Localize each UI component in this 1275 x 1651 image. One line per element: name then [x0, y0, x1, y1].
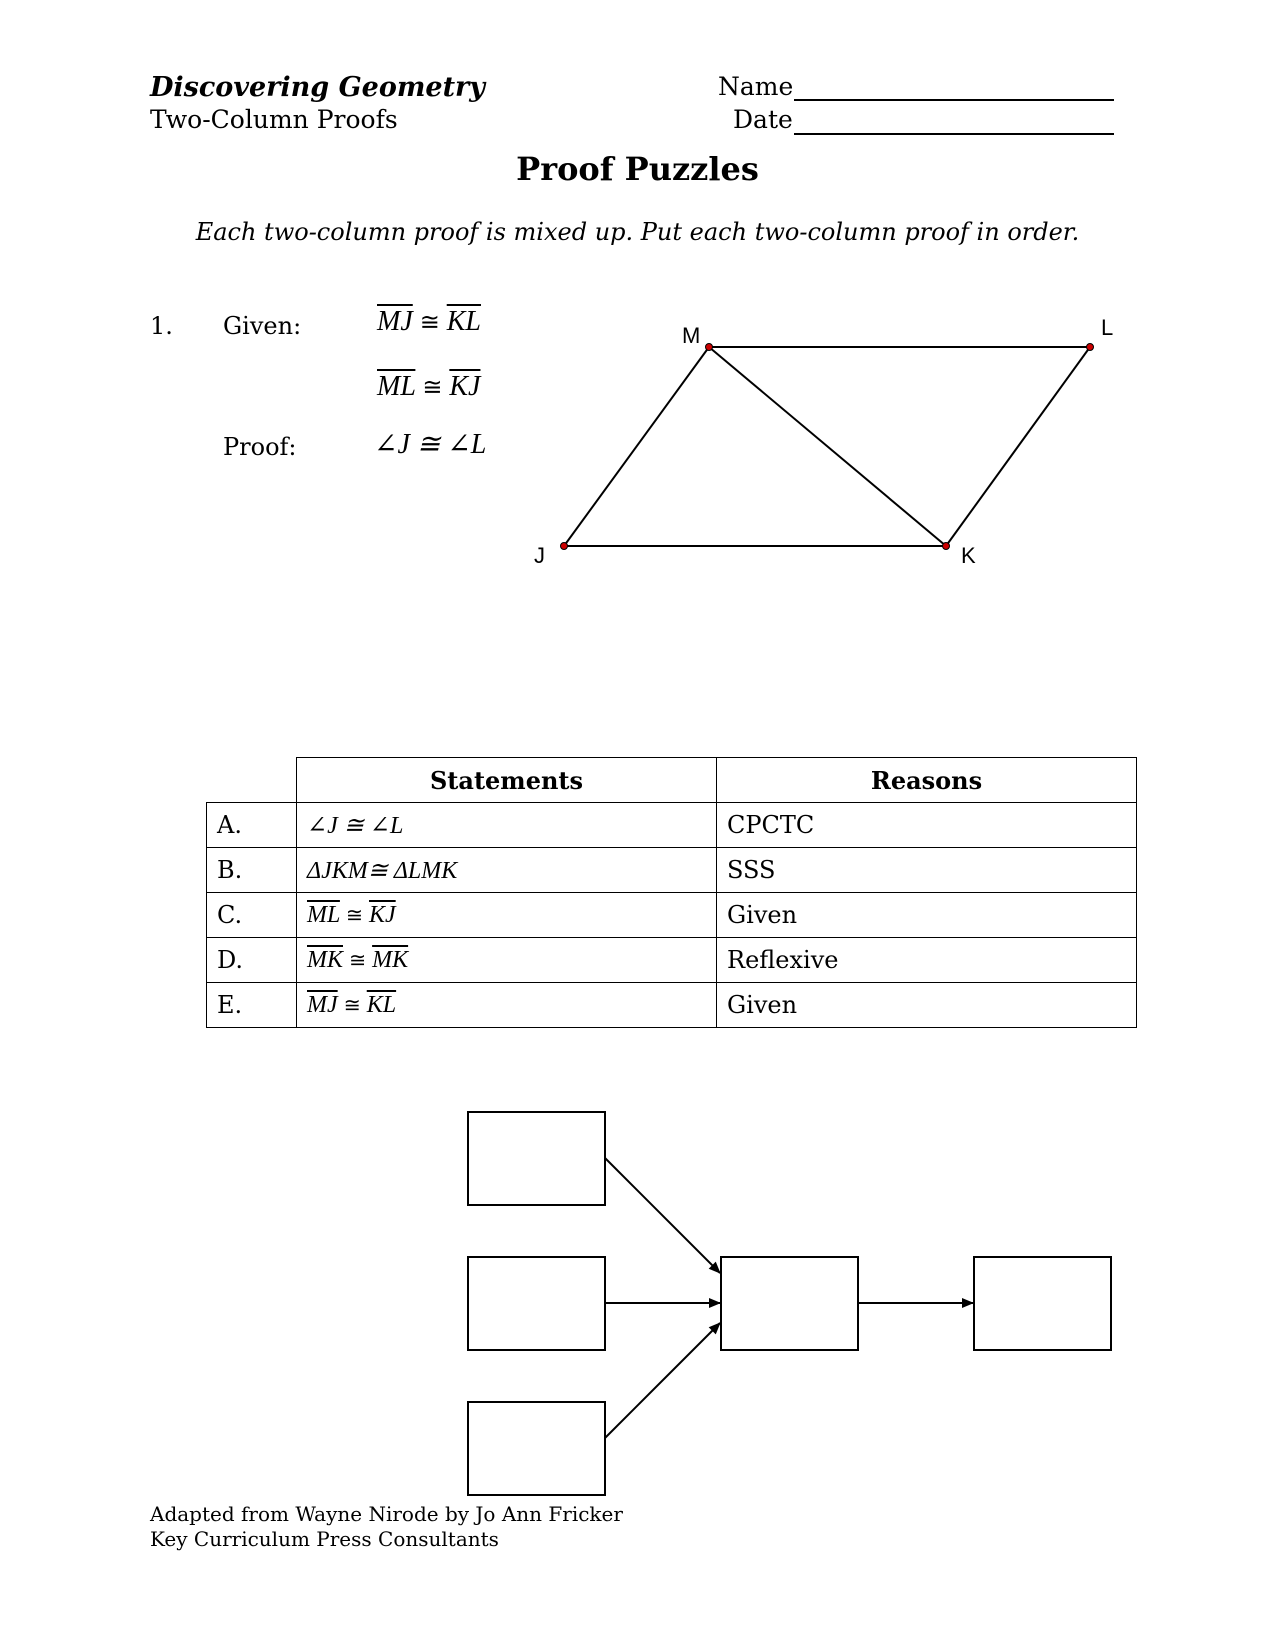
row-reason: Given: [717, 983, 1137, 1028]
table-row: [207, 983, 1137, 1028]
segment-right: $\overline{KJ}$: [369, 901, 396, 928]
proof-label: Proof:: [223, 433, 297, 461]
answer-box-2[interactable]: [468, 1257, 605, 1350]
table-row: [207, 938, 1137, 983]
prove-statement: ∠J ≅ ∠L: [374, 429, 487, 460]
row-letter: D.: [207, 938, 297, 983]
segment-right: $\overline{KL}$: [366, 991, 397, 1018]
segment-mk-line: [709, 347, 946, 546]
answer-box-3[interactable]: [468, 1402, 605, 1495]
point-m: [706, 344, 713, 351]
label-l: L: [1101, 315, 1114, 340]
segment-mj-line: [564, 347, 709, 546]
segment-kl: $\overline{KL}$: [446, 306, 481, 337]
segment-left: $\overline{MJ}$: [307, 991, 338, 1018]
segment-mj: $\overline{MJ}$: [377, 306, 413, 337]
answer-box-4[interactable]: [721, 1257, 858, 1350]
date-label: Date: [733, 105, 793, 134]
table-row: [207, 848, 1137, 893]
point-k: [943, 543, 950, 550]
row-letter: B.: [207, 848, 297, 893]
name-label: Name: [718, 72, 794, 101]
label-m: M: [682, 323, 701, 348]
congruent-symbol: ≅: [419, 310, 440, 336]
statements-header: Statements: [297, 758, 717, 803]
label-j: J: [534, 543, 545, 568]
answer-box-5[interactable]: [974, 1257, 1111, 1350]
row-letter: A.: [207, 803, 297, 848]
table-row: [207, 803, 1137, 848]
row-reason: SSS: [717, 848, 1137, 893]
label-k: K: [961, 543, 976, 568]
segment-ml: $\overline{ML}$: [377, 371, 416, 402]
problem-number: 1.: [150, 312, 173, 340]
segment-left: $\overline{MK}$: [307, 946, 343, 973]
table-corner: [207, 758, 297, 803]
answer-box-1[interactable]: [468, 1112, 605, 1205]
row-letter: C.: [207, 893, 297, 938]
row-statement: [297, 893, 717, 938]
worksheet-subtitle: Two-Column Proofs: [150, 105, 398, 134]
segment-kj: $\overline{KJ}$: [449, 371, 481, 402]
congruent-symbol: ≅: [345, 904, 363, 927]
instructions: Each two-column proof is mixed up. Put each two-column proof in order.: [195, 218, 1080, 246]
footer-credit: Adapted from Wayne Nirode by Jo Ann Fricker: [150, 1502, 623, 1526]
parallelogram-diagram: [0, 0, 1275, 600]
row-statement: [297, 983, 717, 1028]
point-j: [561, 543, 568, 550]
point-l: [1087, 344, 1094, 351]
congruent-symbol: ≅: [349, 949, 367, 972]
row-statement: ∠J ≅ ∠L: [297, 803, 717, 848]
page-title: Proof Puzzles: [516, 150, 759, 188]
row-reason: Given: [717, 893, 1137, 938]
segment-lk-line: [946, 347, 1090, 546]
row-statement: [297, 938, 717, 983]
table-header-row: [207, 758, 1137, 803]
table-row: [207, 893, 1137, 938]
reasons-header: Reasons: [717, 758, 1137, 803]
given-label: Given:: [223, 312, 302, 340]
proof-table: [206, 757, 1137, 1028]
book-title: Discovering Geometry: [150, 72, 485, 103]
footer-publisher: Key Curriculum Press Consultants: [150, 1527, 499, 1551]
segment-left: $\overline{ML}$: [307, 901, 340, 928]
row-statement: ΔJKM≅ ΔLMK: [297, 848, 717, 893]
congruent-symbol: ≅: [343, 994, 361, 1017]
row-reason: CPCTC: [717, 803, 1137, 848]
flowchart: [0, 1080, 1275, 1520]
arrow-box1-to-box4: [605, 1158, 720, 1273]
row-reason: Reflexive: [717, 938, 1137, 983]
segment-right: $\overline{MK}$: [372, 946, 409, 973]
arrow-box3-to-box4: [605, 1323, 720, 1438]
row-letter: E.: [207, 983, 297, 1028]
congruent-symbol: ≅: [422, 375, 443, 401]
